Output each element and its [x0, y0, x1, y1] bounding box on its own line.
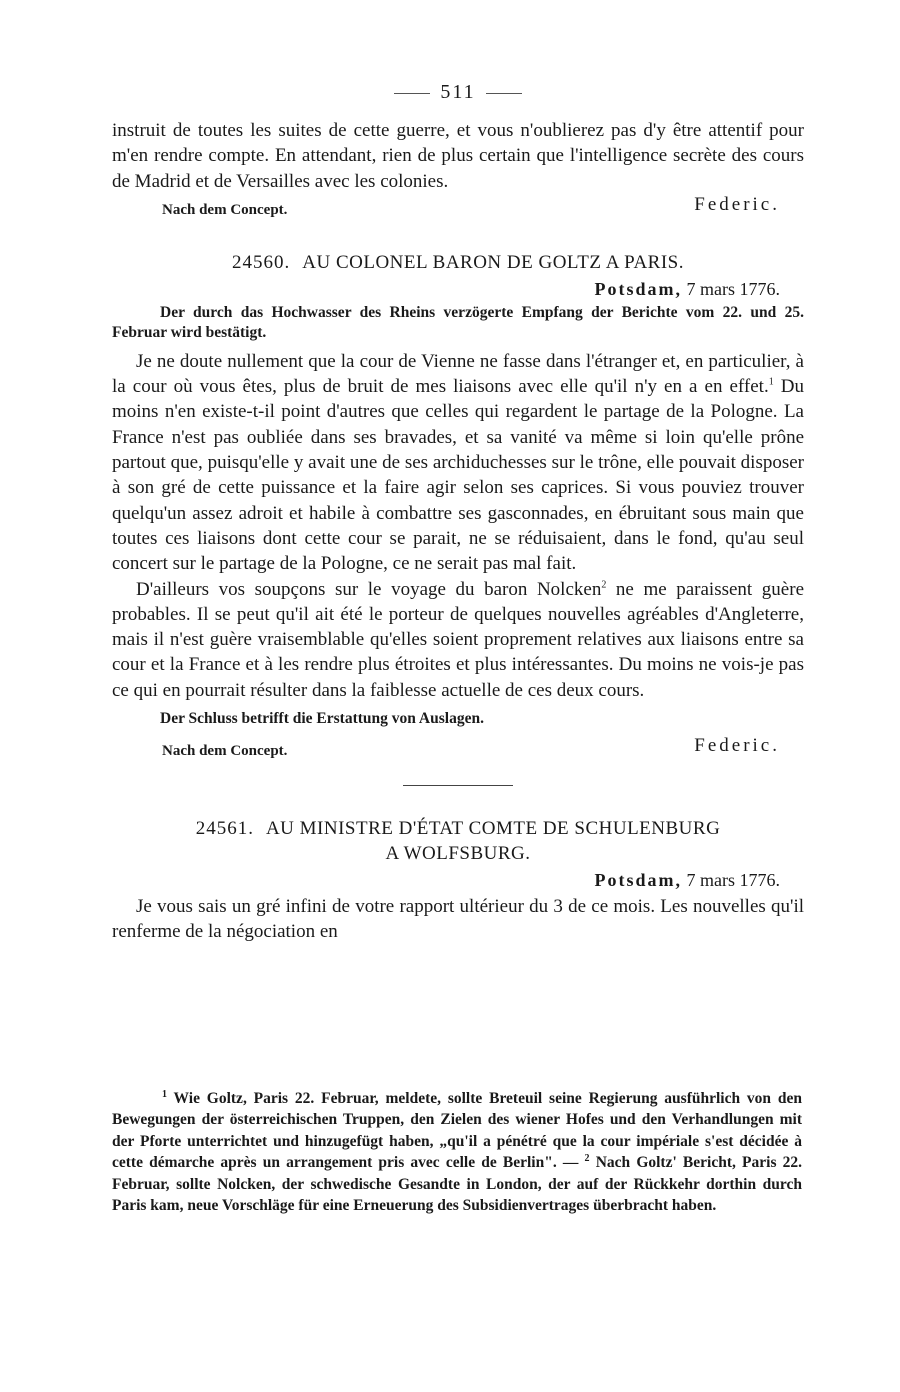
letter2-dateline: [112, 868, 780, 892]
letter1-paragraph-2: [112, 577, 804, 703]
letter1-signature-row: [112, 735, 804, 765]
page-body: [112, 80, 804, 945]
letter1-para1-start: Je ne doute nullement que la cour de Vienne ne fasse dans l'étranger et, en particulier, à la cour où vous êtes, plus de bruit de mes liaisons avec elle qu'il n'y en a en effet.: [112, 350, 804, 398]
footnote-2-marker: 2: [584, 1153, 590, 1165]
intro-signature-row: [112, 194, 804, 224]
letter2-date: 7 mars 1776.: [686, 870, 780, 891]
letter1-paragraph-1: [112, 349, 804, 577]
footnote-1-marker: 1: [162, 1088, 167, 1100]
letter1-signature: Federic.: [694, 735, 780, 757]
letter1-para2-start: D'ailleurs vos soupçons sur le voyage du baron Nolcken: [136, 578, 602, 600]
intro-signature: Federic.: [694, 193, 780, 215]
letter1-dateline: [112, 277, 780, 301]
letter2-number: 24561.: [195, 818, 254, 840]
footnote-1-text: Wie Goltz, Paris 22. Februar, meldete, sollte Breteuil seine Regierung ausführlich von den Bewegungen der österreichischen Truppen, den Zielen des wiener Hofes und den Verhandlungen mit der Pforte unterrichtet und hinzugefügt haben, „qu'il a pénétré que la cour impériale s'est décidée à cette démarche après un arrangement pris avec celle de Berlin". —: [112, 1090, 802, 1172]
letter1-concept-note: Nach dem Concept.: [162, 743, 288, 760]
letter1-number: 24560.: [232, 251, 291, 273]
letter2-title-line1: AU MINISTRE D'ÉTAT COMTE DE SCHULENBURG: [265, 818, 721, 840]
letter2-paragraph-1: Je vous sais un gré infini de votre rapport ultérieur du 3 de ce mois. Les nouvelles qu'il renferme de la négociation en: [112, 896, 804, 943]
page-number-text: 511: [440, 81, 476, 103]
letter2-place: Potsdam,: [594, 870, 682, 891]
letter1-title: AU COLONEL BARON DE GOLTZ A PARIS.: [302, 251, 684, 273]
footnote-block: [112, 1088, 802, 1216]
intro-concept-note: Nach dem Concept.: [162, 201, 288, 218]
footnotes: [112, 1088, 802, 1216]
section-divider: [403, 785, 513, 786]
letter1-para1-end: Du moins n'en existe-t-il point d'autres que celles qui regardent le partage de la Pologne. La France n'est pas oubliée dans ses bravades, et sa vanité va même si loin qu'elle prône partout que, puisqu'elle y avait une de ses archiduchesses sur le trône, elle pouvait disposer à son gré de cette puissance et la faire agir selon ses caprices. Si vous pouviez trouver quelqu'un assez adroit et habile à combattre ses gasconnades, en ébruitant sous main que toutes ces liaisons dont cette cour se parait, ne se réduisaient, dans le fond, qu'au seul concert sur le partage de la Pologne, ce ne serait pas mal fait.: [112, 376, 804, 575]
intro-paragraph: instruit de toutes les suites de cette guerre, et vous n'oublierez pas d'y être attentif pour m'en rendre compte. En attendant, rien de plus certain que l'intelligence secrète des cours de Madrid et de Versailles avec les colonies.: [112, 120, 804, 192]
letter1-heading: [112, 250, 804, 275]
letter2-title-line2: A WOLFSBURG.: [385, 843, 531, 865]
footnote-2-text: Nach Goltz' Bericht, Paris 22. Februar, sollte Nolcken, der schwedische Gesandte in London, der auf der Rückkehr dorthin durch Paris kam, neue Vorschläge für eine Erneuerung des Subsidienvertrages überbracht haben.: [112, 1154, 803, 1215]
letter1-para2-end: ne me paraissent guère probables. Il se peut qu'il ait été le porteur de quelques nouvelles agréables d'Angleterre, mais il n'est guère vraisemblable qu'elles soient proprement relatives aux liaisons entre sa cour et la France et à les rendre plus étroites et plus intéressantes. Du moins ne vois-je pas ce qui en pourrait résulter dans la faiblesse actuelle de ces deux cours.: [112, 578, 804, 701]
page-number: [112, 80, 804, 104]
footnote-ref-2: 2: [601, 579, 607, 591]
page-number-dash-right: [486, 93, 522, 94]
letter2-heading: [112, 816, 804, 866]
letter1-closing-note: Der Schluss betrifft die Erstattung von Auslagen.: [160, 710, 484, 728]
page-number-dash-left: [394, 93, 430, 94]
letter1-summary: Der durch das Hochwasser des Rheins verzögerte Empfang der Berichte vom 22. und 25. Februar wird bestätigt.: [112, 303, 804, 341]
letter1-place: Potsdam,: [594, 278, 682, 299]
letter1-date: 7 mars 1776.: [686, 278, 780, 299]
footnote-ref-1: 1: [768, 376, 774, 388]
